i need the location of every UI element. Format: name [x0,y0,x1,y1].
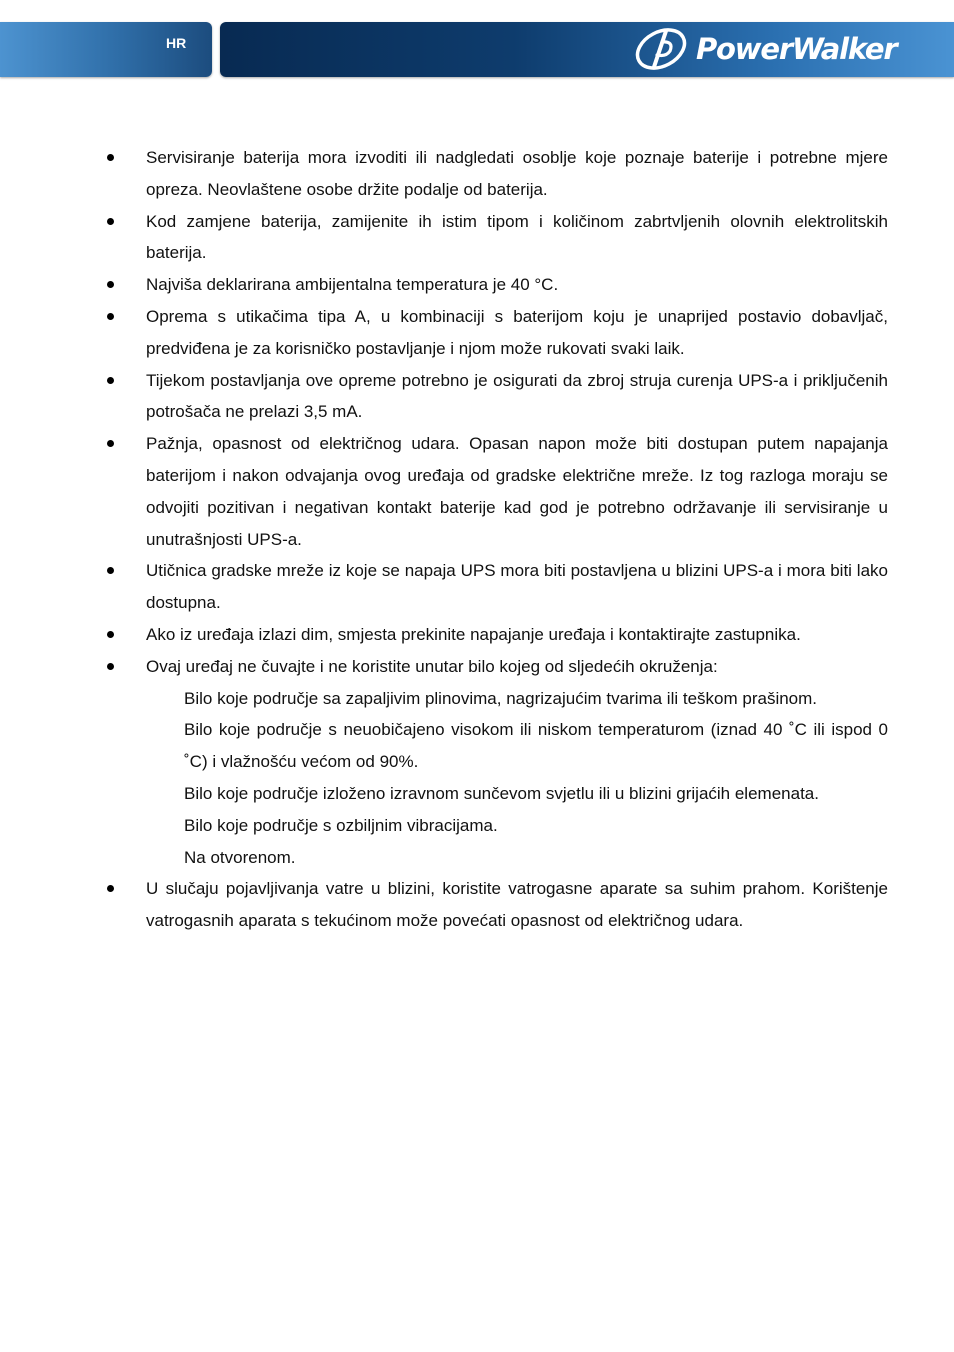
item-text: Ako iz uređaja izlazi dim, smjesta prekinite napajanje uređaja i kontaktirajte zastupnika. [146,624,801,644]
bullet-dot-icon [107,154,114,161]
item-text: Pažnja, opasnost od električnog udara. Opasan napon može biti dostupan putem napajanja baterijom i nakon odvajanja ovog uređaja od gradske električne mreže. Iz tog razloga moraju se odvojiti pozitivan i negativan kontakt baterije kad god je potrebno održavanje ili servisiranje u unutrašnjosti UPS-a. [146,434,888,549]
bullet-dot-icon [107,885,114,892]
power-swirl-logo-icon [632,27,692,71]
environment-item: Bilo koje područje sa zapaljivim plinovima, nagrizajućim tvarima ili teškom prašinom. [184,688,818,708]
list-item [102,269,888,301]
list-item [102,873,888,937]
bullet-dot-icon [107,567,114,574]
bullet-dot-icon [107,440,114,447]
list-item [102,142,888,206]
environment-item: Bilo koje područje izloženo izravnom sunčevom svjetlu ili u blizini grijaćih elemenata. [184,783,819,803]
list-item [102,651,888,683]
environment-item: Na otvorenom. [184,847,296,867]
bullet-dot-icon [107,631,114,638]
list-item [102,428,888,555]
list-item [102,555,888,619]
instruction-list-continued [102,873,888,937]
list-item [102,365,888,429]
list-item [102,206,888,270]
item-text: U slučaju pojavljivanja vatre u blizini, koristite vatrogasne aparate sa suhim prahom. Korištenje vatrogasnih aparata s tekućinom može povećati opasnost od električnog udara. [146,879,888,931]
environment-item: Bilo koje područje s ozbiljnim vibracijama. [184,815,498,835]
environment-list [102,683,888,874]
item-text: Kod zamjene baterija, zamijenite ih istim tipom i količinom zabrtvljenih olovnih elektrolitskih baterija. [146,211,888,263]
language-code: HR [166,35,187,51]
bullet-dot-icon [107,663,114,670]
item-text: Najviša deklarirana ambijentalna temperatura je 40 °C. [146,275,559,295]
safety-instructions [102,142,888,937]
item-text: Oprema s utikačima tipa A, u kombinaciji s baterijom koju je unaprijed postavio dobavljač, predviđena je za korisničko postavljanje i njom može rukovati svaki laik. [146,306,888,358]
item-text: Ovaj uređaj ne čuvajte i ne koristite unutar bilo kojeg od sljedećih okruženja: [146,656,718,676]
list-item [102,301,888,365]
brand-name: PowerWalker [696,32,897,66]
list-item [102,619,888,651]
bullet-dot-icon [107,377,114,384]
item-text: Utičnica gradske mreže iz koje se napaja UPS mora biti postavljena u blizini UPS-a i mora biti lako dostupna. [146,561,888,613]
bullet-dot-icon [107,313,114,320]
bullet-dot-icon [107,218,114,225]
bullet-dot-icon [107,281,114,288]
item-text: Servisiranje baterija mora izvoditi ili nadgledati osoblje koje poznaje baterije i potrebne mjere opreza. Neovlaštene osobe držite podalje od baterija. [146,148,888,199]
brand-logo [632,26,942,72]
item-text: Tijekom postavljanja ove opreme potrebno je osigurati da zbroj struja curenja UPS-a i priključenih potrošača ne prelazi 3,5 mA. [146,370,888,422]
environment-item: Bilo koje područje s neuobičajeno visokom ili niskom temperaturom (iznad 40 ˚C ili ispod 0 ˚C) i vlažnošću većom od 90%. [184,720,888,772]
instruction-list [102,142,888,683]
